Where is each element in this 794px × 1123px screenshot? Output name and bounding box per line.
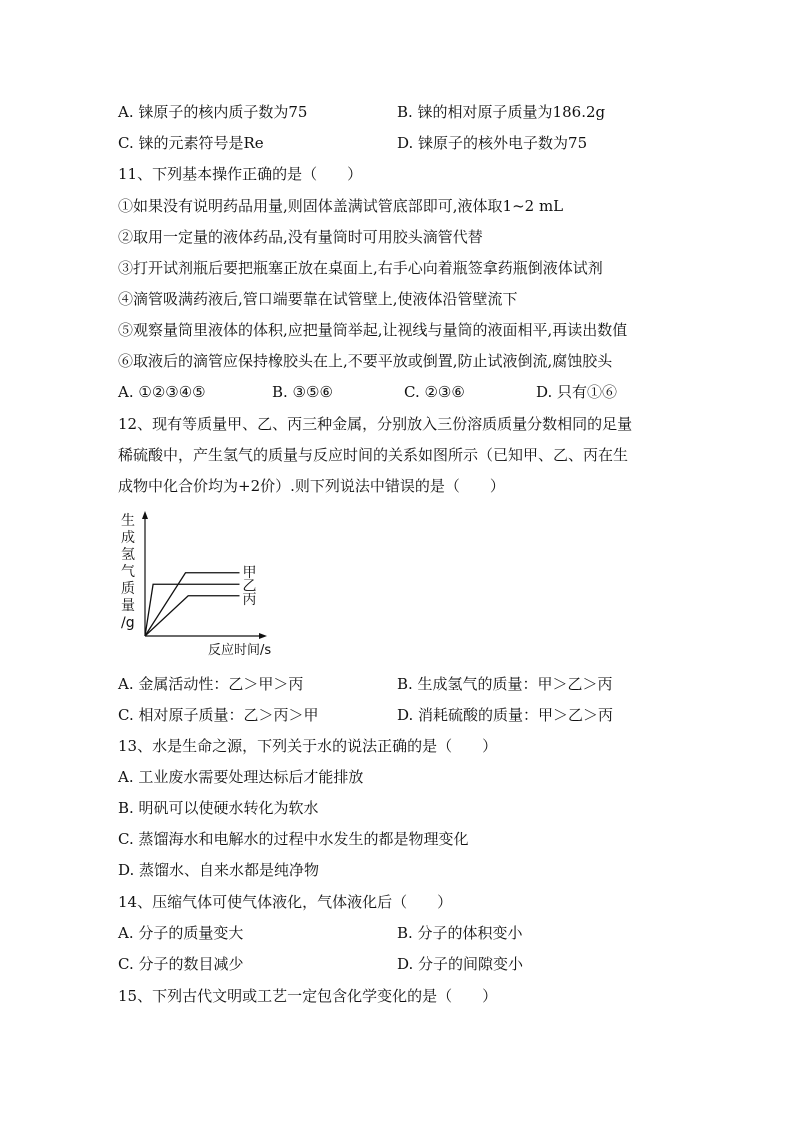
q11-item-1: ①如果没有说明药品用量,则固体盖满试管底部即可,液体取1~2 mL bbox=[118, 197, 564, 215]
q11-item-4: ④滴管吸满药液后,管口端要靠在试管壁上,使液体沿管壁流下 bbox=[118, 290, 518, 308]
q14-option-c: C. 分子的数目减少 bbox=[118, 955, 244, 973]
q10-option-a: A. 铼原子的核内质子数为75 bbox=[118, 103, 308, 121]
q10-option-b: B. 铼的相对原子质量为186.2g bbox=[397, 103, 606, 121]
q12-stem-line-2: 稀硫酸中，产生氢气的质量与反应时间的关系如图所示（已知甲、乙、丙在生 bbox=[118, 446, 629, 464]
q13-option-c: C. 蒸馏海水和电解水的过程中水发生的都是物理变化 bbox=[118, 830, 469, 848]
q11-option-a: A. ①②③④⑤ bbox=[118, 383, 206, 401]
q11-item-2: ②取用一定量的液体药品,没有量筒时可用胶头滴管代替 bbox=[118, 228, 483, 246]
q14-stem: 14、压缩气体可使气体液化，气体液化后（ ） bbox=[118, 893, 453, 911]
y-axis-label-char: 氢 bbox=[121, 547, 135, 563]
q13-option-a: A. 工业废水需要处理达标后才能排放 bbox=[118, 768, 364, 786]
q12-option-c: C. 相对原子质量：乙＞丙＞甲 bbox=[118, 706, 319, 724]
series-label-2: 乙 bbox=[242, 578, 257, 595]
q11-option-b: B. ③⑤⑥ bbox=[272, 383, 333, 401]
y-axis-label-char: 质 bbox=[121, 581, 135, 597]
y-axis-label-char: 成 bbox=[121, 530, 135, 546]
q12-option-a: A. 金属活动性：乙＞甲＞丙 bbox=[118, 675, 304, 693]
series-line-1 bbox=[145, 573, 240, 636]
q14-option-b: B. 分子的体积变小 bbox=[397, 924, 523, 942]
q11-item-3: ③打开试剂瓶后要把瓶塞正放在桌面上,右手心向着瓶签拿药瓶倒液体试剂 bbox=[118, 259, 603, 277]
series-label-1: 甲 bbox=[242, 564, 257, 581]
series-label-3: 丙 bbox=[242, 591, 257, 608]
q12-option-b: B. 生成氢气的质量：甲＞乙＞丙 bbox=[397, 675, 613, 693]
x-axis-label: 反应时间/s bbox=[208, 643, 272, 658]
q11-option-c: C. ②③⑥ bbox=[404, 383, 465, 401]
q15-stem: 15、下列古代文明或工艺一定包含化学变化的是（ ） bbox=[118, 987, 498, 1005]
series-line-2 bbox=[145, 584, 240, 636]
q12-stem-line-1: 12、现有等质量甲、乙、丙三种金属，分别放入三份溶质质量分数相同的足量 bbox=[118, 415, 633, 433]
y-axis-arrow bbox=[142, 511, 148, 519]
q14-option-d: D. 分子的间隙变小 bbox=[397, 955, 524, 973]
y-axis-label-char: 量 bbox=[121, 598, 135, 614]
y-axis-label-char: 气 bbox=[121, 564, 135, 580]
series-line-3 bbox=[145, 596, 240, 636]
q11-option-d: D. 只有①⑥ bbox=[536, 383, 618, 401]
q13-option-b: B. 明矾可以使硬水转化为软水 bbox=[118, 799, 319, 817]
q11-stem: 11、下列基本操作正确的是（ ） bbox=[118, 165, 363, 183]
y-axis-label-char: /g bbox=[121, 615, 135, 631]
q10-option-d: D. 铼原子的核外电子数为75 bbox=[397, 134, 588, 152]
q11-item-6: ⑥取液后的滴管应保持橡胶头在上,不要平放或倒置,防止试液倒流,腐蚀胶头 bbox=[118, 352, 613, 370]
q10-option-c: C. 铼的元素符号是Re bbox=[118, 134, 264, 152]
q14-option-a: A. 分子的质量变大 bbox=[118, 924, 244, 942]
y-axis-label bbox=[121, 512, 135, 631]
y-axis-label-char: 生 bbox=[121, 513, 135, 529]
q13-stem: 13、水是生命之源，下列关于水的说法正确的是（ ） bbox=[118, 737, 498, 755]
q11-item-5: ⑤观察量筒里液体的体积,应把量筒举起,让视线与量筒的液面相平,再读出数值 bbox=[118, 321, 628, 339]
hydrogen-mass-chart bbox=[112, 508, 292, 660]
q13-option-d: D. 蒸馏水、自来水都是纯净物 bbox=[118, 861, 320, 879]
q12-stem-line-3: 成物中化合价均为+2价）.则下列说法中错误的是（ ） bbox=[118, 477, 505, 495]
x-axis-arrow bbox=[259, 633, 267, 639]
q12-option-d: D. 消耗硫酸的质量：甲＞乙＞丙 bbox=[397, 706, 614, 724]
